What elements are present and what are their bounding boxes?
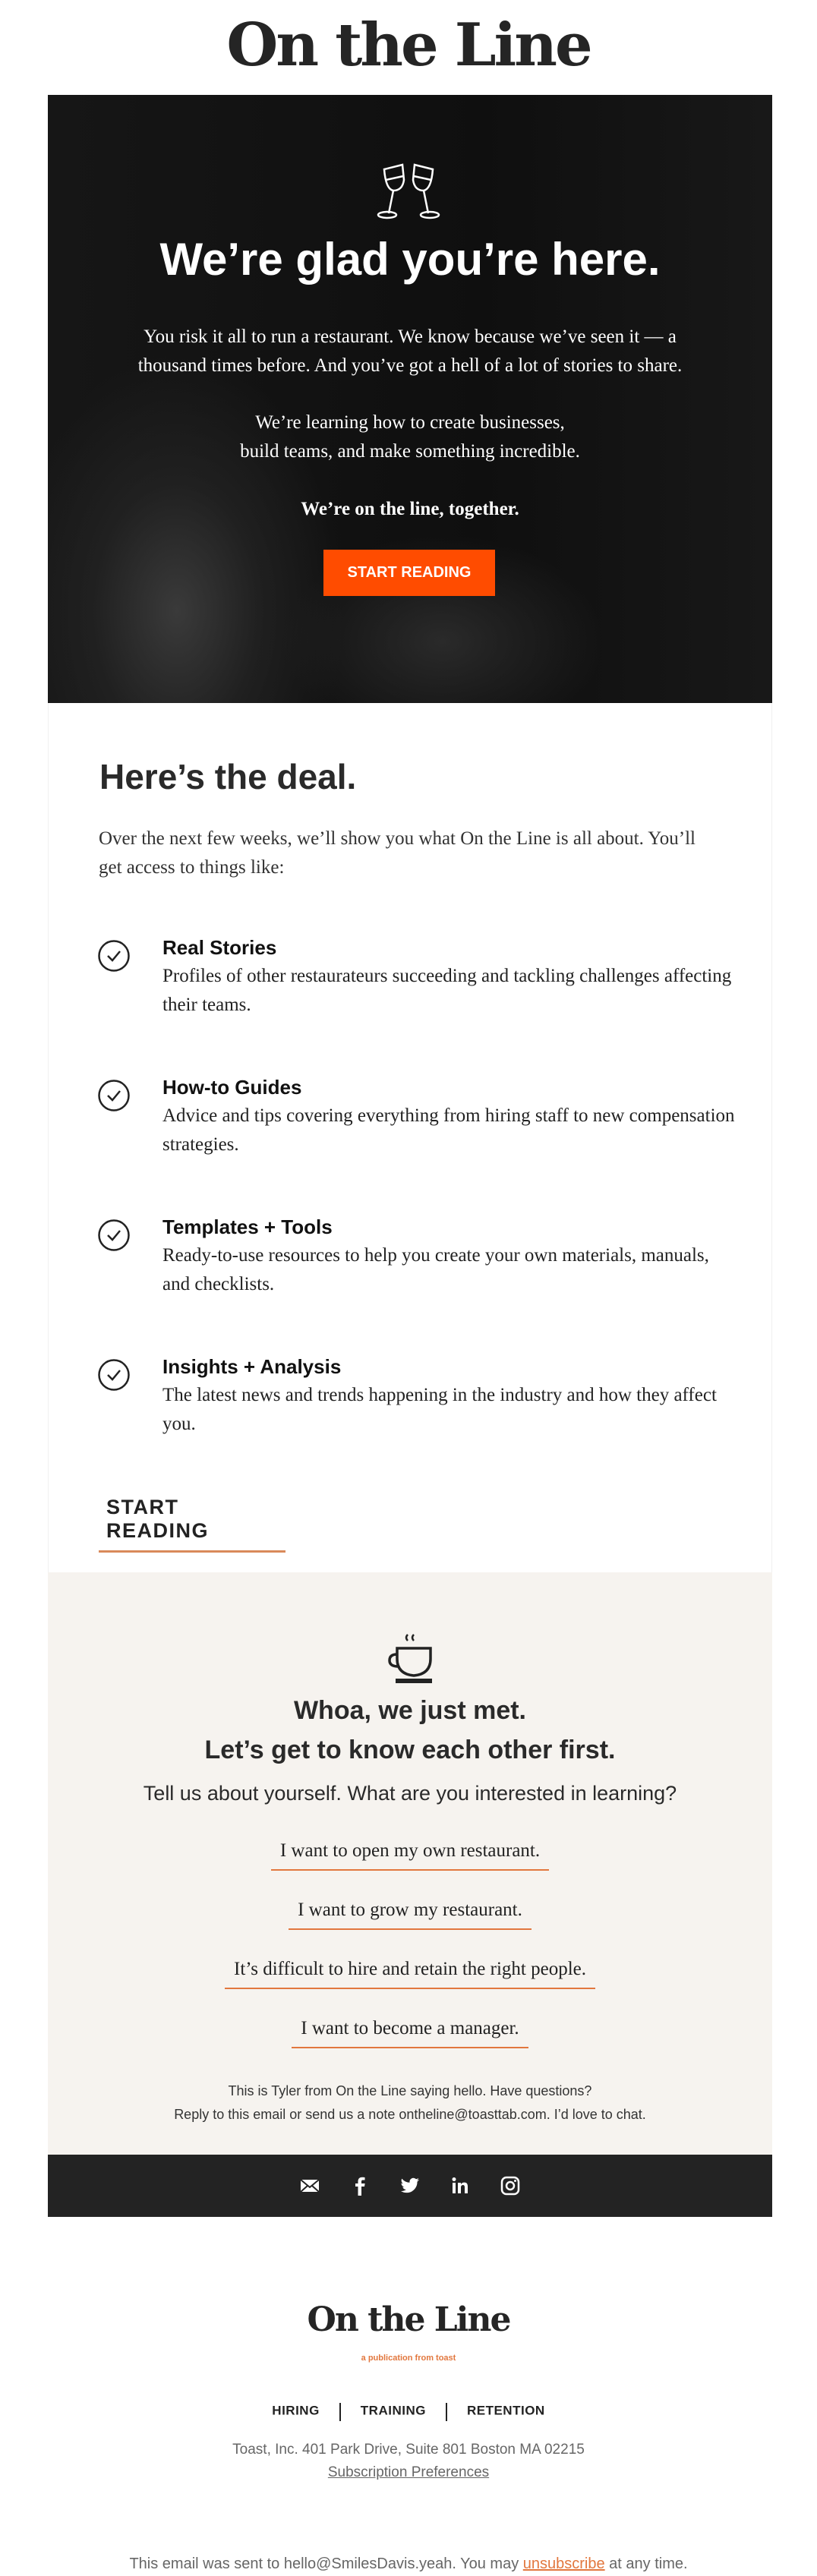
feature-item (49, 1215, 771, 1329)
nav-hiring[interactable]: HIRING (272, 2403, 320, 2418)
footer-nav (0, 2403, 817, 2421)
footer-logo: On the Line (307, 2300, 510, 2339)
hero-paragraph-2: We’re learning how to create businesses, build teams, and make something incredible. (240, 412, 580, 462)
feature-item (49, 1355, 771, 1469)
hero-tagline: We’re on the line, together. (301, 499, 519, 519)
feature-item (49, 936, 771, 1050)
deal-section (48, 703, 772, 1572)
social-bar (48, 2155, 772, 2217)
nav-divider (446, 2403, 447, 2421)
start-reading-button[interactable]: START READING (323, 550, 495, 596)
subscription-preferences-link[interactable]: Subscription Preferences (327, 2464, 490, 2480)
coffee-cup-icon (383, 1632, 437, 1686)
check-circle-icon (97, 1358, 131, 1392)
deal-title: Here’s the deal. (99, 757, 357, 796)
linkedin-icon[interactable] (449, 2174, 472, 2197)
feature-item (49, 1076, 771, 1190)
deal-intro: Over the next few weeks, we’ll show you what On the Line is all about. You’ll get access to things like: (99, 828, 696, 878)
header-logo[interactable]: On the Line (226, 11, 591, 80)
intro-title: Whoa, we just met. Let’s get to know each other first. (204, 1696, 616, 1764)
interest-option[interactable]: I want to become a manager. (292, 2018, 528, 2048)
footer-sent-notice: This email was sent to hello@SmilesDavis.yeah. You may unsubscribe at any time. (129, 2556, 688, 2572)
check-circle-icon (97, 939, 131, 973)
feature-description: Ready-to-use resources to help you create your own materials, manuals, and checklists. (162, 1245, 709, 1294)
intro-question: Tell us about yourself. What are you interested in learning? (143, 1782, 677, 1805)
check-circle-icon (97, 1219, 131, 1252)
feature-description: Advice and tips covering everything from hiring staff to new compensation strategies. (162, 1105, 735, 1155)
hero-paragraph-1: You risk it all to run a restaurant. We know because we’ve seen it — a thousand times before. And you’ve got a hell of a lot of stories to share. (137, 326, 683, 376)
footer-tagline: a publication from toast (361, 2354, 456, 2363)
feature-description: The latest news and trends happening in the industry and how they affect you. (162, 1385, 717, 1434)
unsubscribe-link[interactable]: unsubscribe (522, 2556, 605, 2572)
feature-title: Templates + Tools (162, 1215, 333, 1238)
instagram-icon[interactable] (499, 2174, 522, 2197)
intro-note: This is Tyler from On the Line saying hello. Have questions? Reply to this email or send us a note ontheline@toasttab.com. I’d love to chat. (174, 2083, 646, 2122)
feature-title: Insights + Analysis (162, 1355, 342, 1378)
nav-divider (339, 2403, 341, 2421)
hero-title: We’re glad you’re here. (159, 234, 661, 285)
feature-title: How-to Guides (162, 1076, 302, 1099)
feature-title: Real Stories (162, 936, 277, 959)
facebook-icon[interactable] (349, 2174, 371, 2197)
check-circle-icon (97, 1079, 131, 1112)
hero-section (48, 95, 772, 703)
nav-training[interactable]: TRAINING (360, 2403, 426, 2418)
interest-option[interactable]: It’s difficult to hire and retain the right people. (225, 1959, 595, 1989)
interest-option[interactable]: I want to open my own restaurant. (271, 1840, 549, 1871)
get-to-know-section (48, 1572, 772, 2155)
feature-description: Profiles of other restaurateurs succeeding and tackling challenges affecting their teams. (162, 966, 732, 1015)
twitter-icon[interactable] (399, 2174, 421, 2197)
start-reading-link[interactable]: START READING (99, 1496, 285, 1553)
wine-glasses-toast-icon (371, 163, 446, 224)
nav-retention[interactable]: RETENTION (466, 2403, 545, 2418)
email-icon[interactable] (298, 2174, 321, 2197)
interest-option[interactable]: I want to grow my restaurant. (289, 1900, 532, 1930)
footer-address: Toast, Inc. 401 Park Drive, Suite 801 Boston MA 02215 (232, 2442, 585, 2458)
